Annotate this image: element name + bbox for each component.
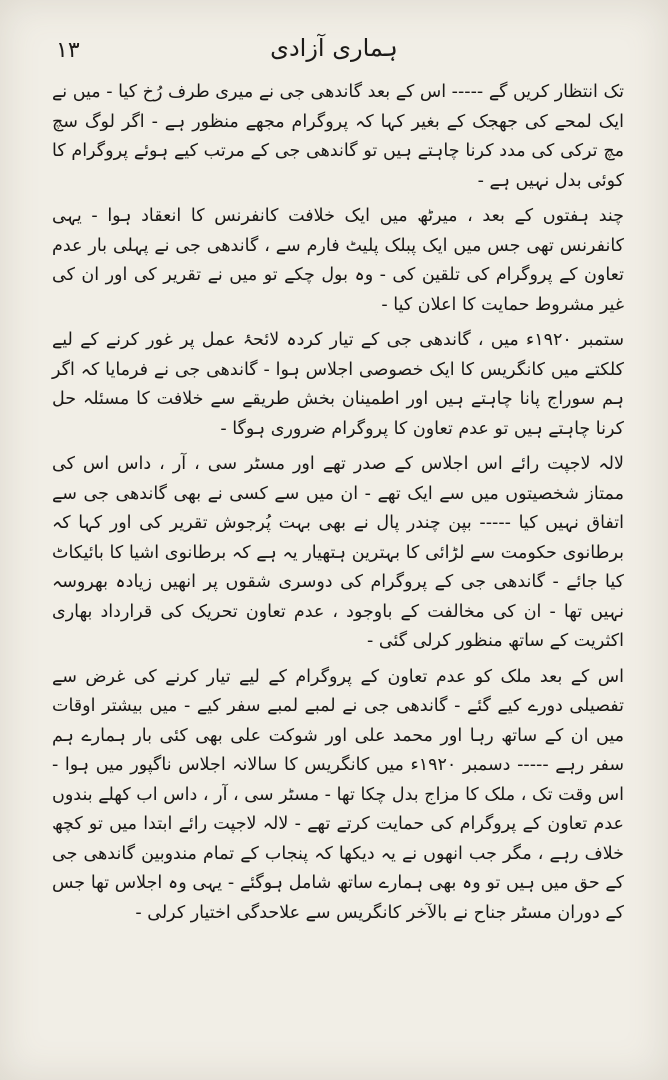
- paragraph-1: تک انتظار کریں گے ----- اس کے بعد گاندھی جی نے میری طرف رُخ کیا - میں نے ایک لمحے کی جھجک کے بغیر کہا کہ پروگرام مجھے منظور ہے - اگر لوگ سچ مچ ترکی کی مدد کرنا چاہتے ہیں تو گاندھی جی کے مرتب کیے ہوئے پروگرام کا کوئی بدل نہیں ہے -: [52, 82, 624, 191]
- paragraph-3: ستمبر ۱۹۲۰ء میں ، گاندھی جی کے تیار کردہ لائحۂ عمل پر غور کرنے کے لیے کلکتے میں کانگریس کا ایک خصوصی اجلاس ہوا - گاندھی جی نے فرمایا کہ اگر ہم سوراج پانا چاہتے ہیں اور اطمینان بخش طریقے سے خلافت کا مسئلہ حل کرنا چاہتے ہیں تو عدم تعاون کا پروگرام ضروری ہوگا -: [52, 330, 625, 439]
- paragraph-5: اس کے بعد ملک کو عدم تعاون کے پروگرام کے لیے تیار کرنے کی غرض سے تفصیلی دورے کیے گئے - گاندھی جی نے لمبے لمبے سفر کیے - میں بیشتر اوقات میں ان کے ساتھ رہا اور محمد علی اور شوکت علی بھی کئی بار ہمارے ہم سفر رہے ----- دسمبر ۱۹۲۰ء میں کانگریس کا سالانہ اجلاس ناگپور میں ہوا - اس وقت تک ، ملک کا مزاج بدل چکا تھا - مسٹر سی ، آر ، داس اب کھلے بندوں عدم تعاون کے پروگرام کی حمایت کرتے تھے - لالہ لاجپت رائے ابتدا میں تو کچھ خلاف رہے ، مگر جب انھوں نے یہ دیکھا کہ پنجاب کے تمام مندوبین گاندھی جی کے حق میں ہیں تو وہ بھی ہمارے ساتھ شامل ہوگئے - یہی وہ اجلاس تھا جس کے دوران مسٹر جناح نے بالآخر کانگریس سے علاحدگی اختیار کرلی -: [52, 666, 624, 923]
- page-body: [52, 78, 624, 1020]
- page-number: ۱۳: [56, 38, 80, 63]
- paragraph-2: چند ہفتوں کے بعد ، میرٹھ میں ایک خلافت کانفرنس کا انعقاد ہوا - یہی کانفرنس تھی جس میں ایک پبلک پلیٹ فارم سے ، گاندھی جی نے پہلی بار عدم تعاون کے پروگرام کی تلقین کی - وہ بول چکے تو میں نے تقریر کی اور ان کی غیر مشروط حمایت کا اعلان کیا -: [52, 206, 624, 315]
- paragraph-4: لالہ لاجپت رائے اس اجلاس کے صدر تھے اور مسٹر سی ، آر ، داس اس کی ممتاز شخصیتوں میں سے ایک تھے - ان میں سے کسی نے بھی گاندھی جی سے اتفاق نہیں کیا ----- بپن چندر پال نے بھی بہت پُرجوش تقریر کی اور کہا کہ برطانوی حکومت سے لڑائی کا بہترین ہتھیار یہ ہے کہ برطانوی اشیا کا بائیکاٹ کیا جائے - گاندھی جی کے پروگرام کی دوسری شقوں پر انھیں زیادہ بھروسہ نہیں تھا - ان کی مخالفت کے باوجود ، عدم تعاون تحریک کی قرارداد بھاری اکثریت کے ساتھ منظور کرلی گئی -: [52, 454, 624, 651]
- running-title: ہماری آزادی: [270, 34, 398, 62]
- page-header: [0, 30, 668, 74]
